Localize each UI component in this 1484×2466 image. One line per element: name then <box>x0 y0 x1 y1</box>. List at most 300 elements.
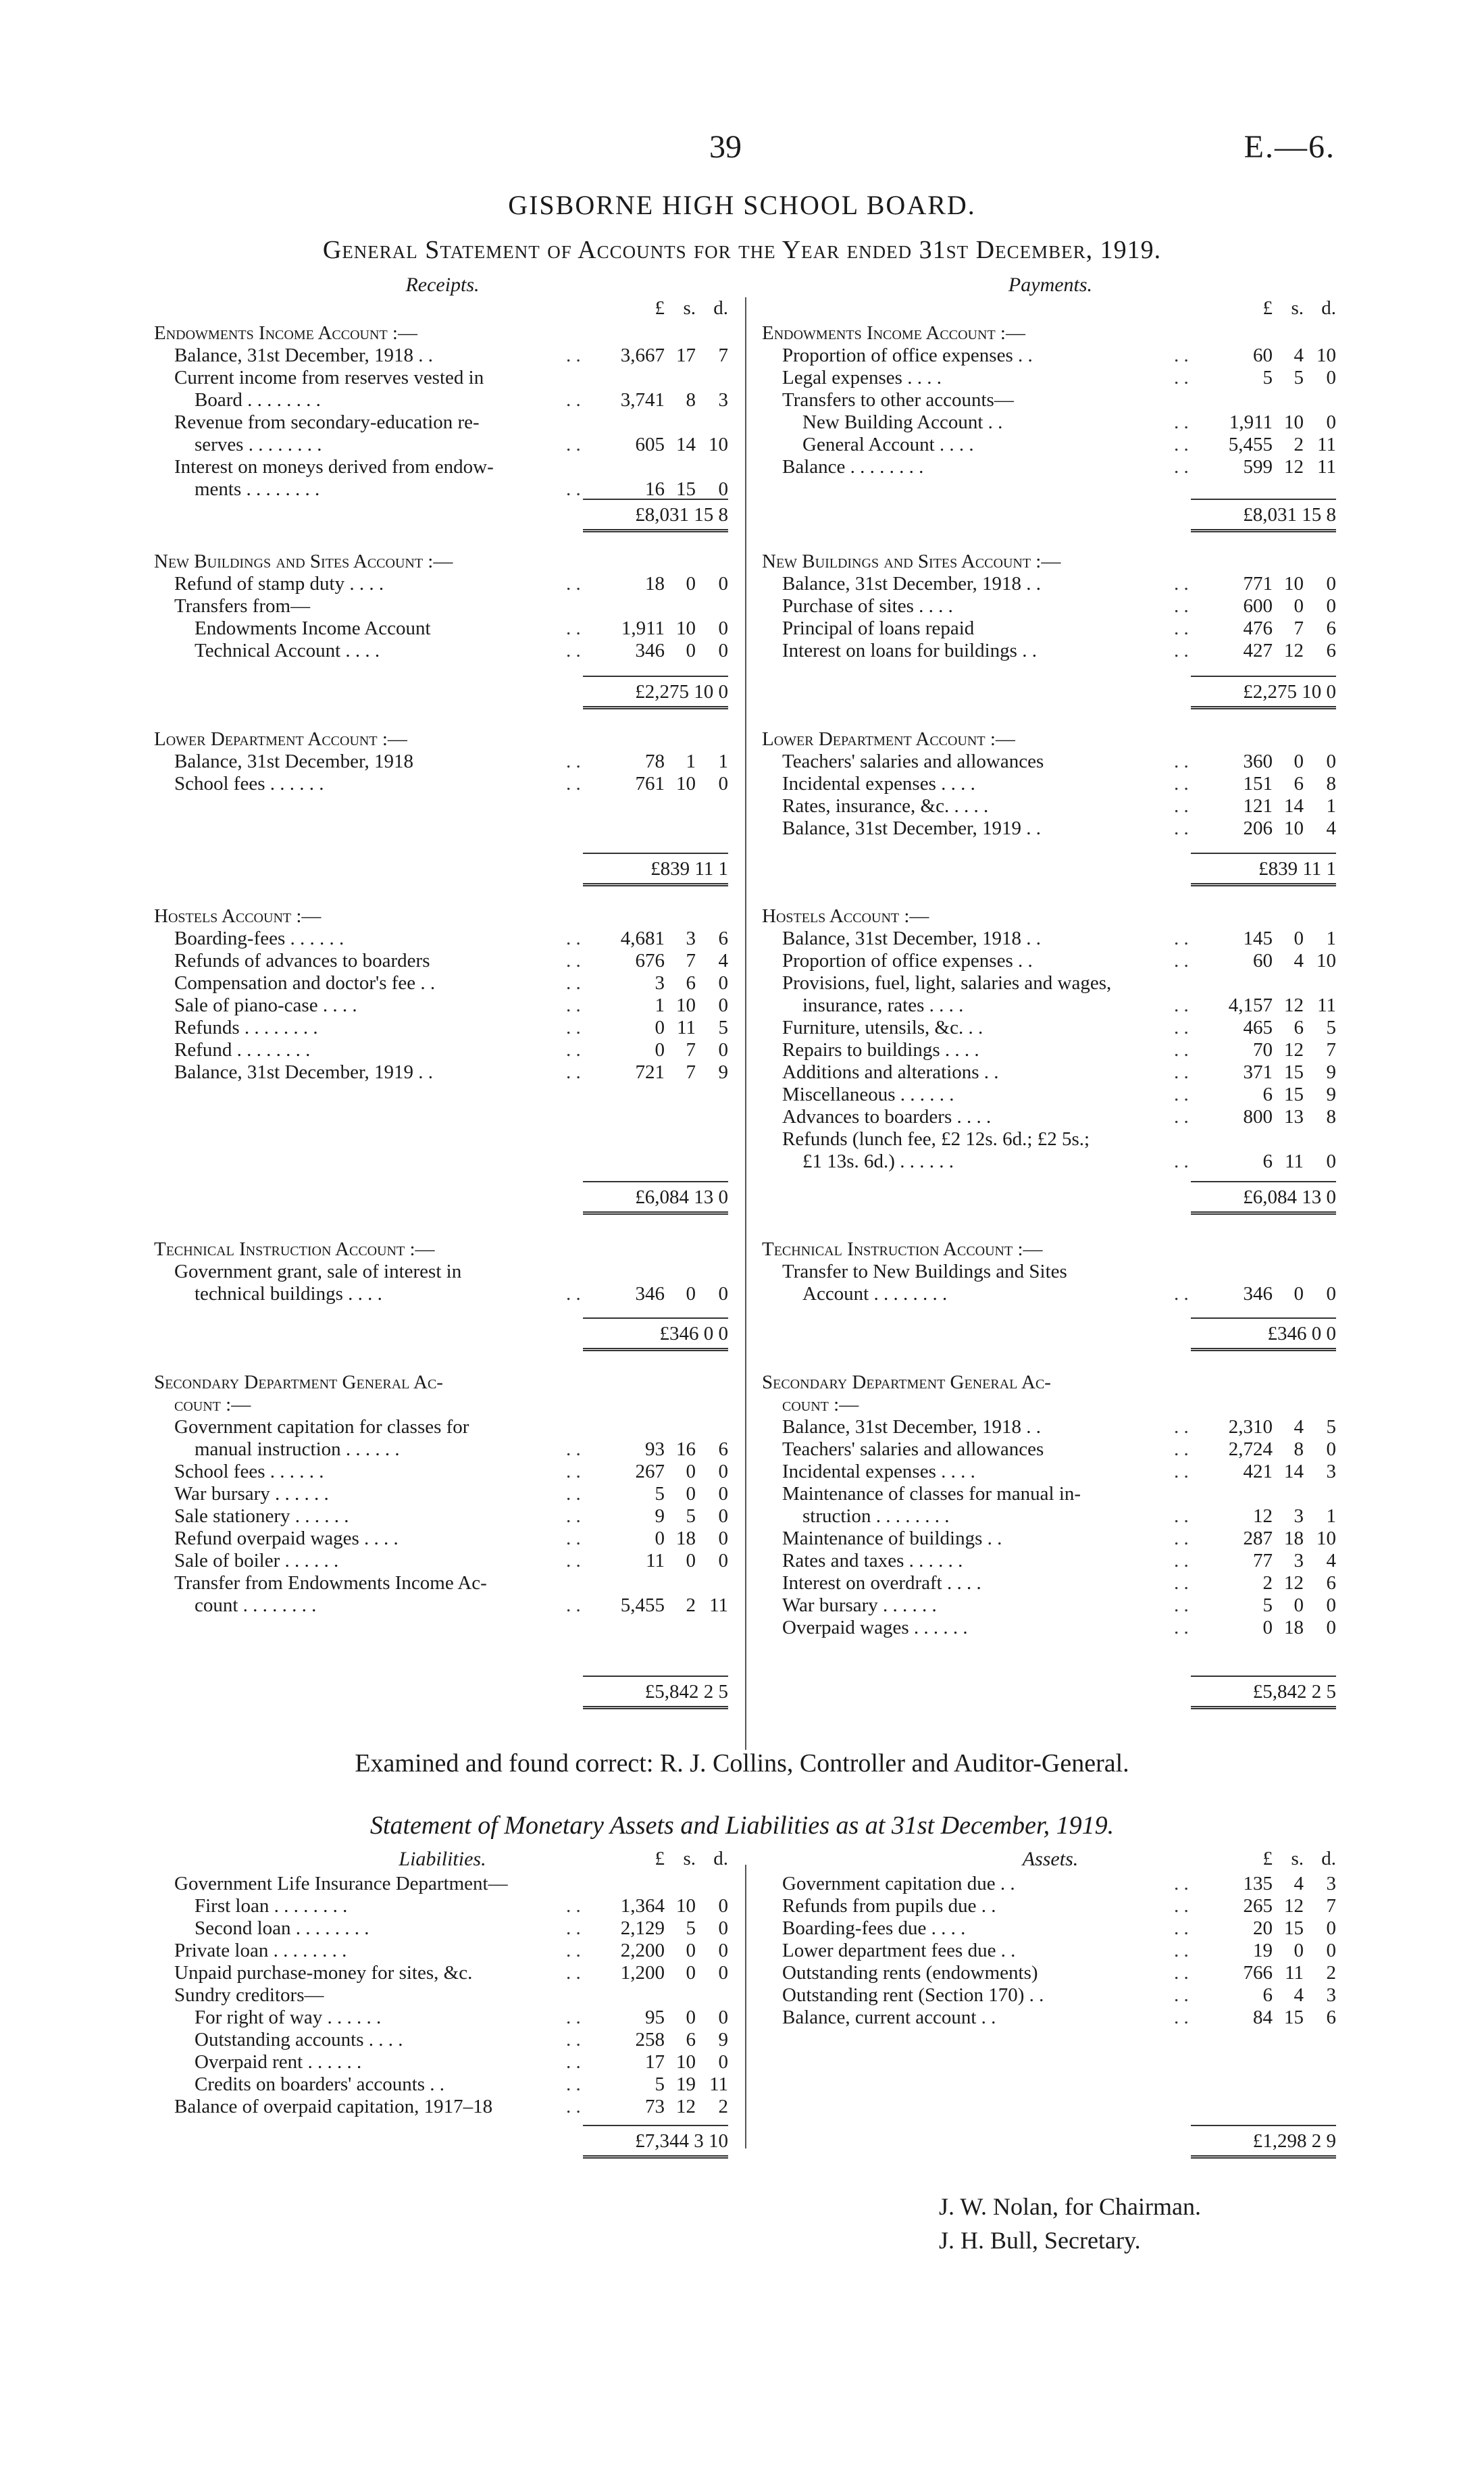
leader-dots: . . <box>566 389 581 411</box>
amount-pounds: 761 <box>635 773 665 795</box>
ledger-label: New Building Account . . <box>802 411 1003 433</box>
amount-pounds: 2 <box>1262 1572 1273 1594</box>
ledger-row <box>762 928 1336 950</box>
leader-dots: . . <box>1174 1283 1189 1305</box>
amount-pence: 5 <box>1326 1416 1336 1438</box>
ledger-amount <box>1208 1572 1336 1594</box>
amount-shillings: 10 <box>676 1895 696 1917</box>
leader-dots: . . <box>566 1039 581 1061</box>
shilling-unit: s. <box>683 1848 696 1869</box>
ledger-label: Furniture, utensils, &c. . . <box>782 1017 983 1038</box>
receipts-unit-header <box>154 297 728 320</box>
ledger-label: Government capitation for classes for <box>174 1416 469 1438</box>
ledger-label: Technical Account . . . . <box>195 640 380 661</box>
ledger-label: Refund overpaid wages . . . . <box>174 1528 399 1549</box>
ledger-row <box>154 1416 728 1438</box>
payments-hostels-section <box>762 905 1336 1173</box>
ledger-row <box>762 1984 1336 2007</box>
leader-dots: . . <box>1174 795 1189 817</box>
ledger-row <box>762 795 1336 817</box>
amount-shillings: 12 <box>1284 1572 1304 1594</box>
amount-shillings: 5 <box>686 1917 696 1939</box>
ledger-amount <box>600 773 728 795</box>
leader-dots: . . <box>1174 1061 1189 1083</box>
ledger-row <box>762 1594 1336 1617</box>
amount-shillings: 4 <box>1294 1416 1304 1438</box>
ledger-row <box>762 345 1336 367</box>
ledger-label: Lower department fees due . . <box>782 1940 1016 1961</box>
receipts-secondary-total: £5,842 2 5 <box>154 1676 728 1709</box>
statement-divider <box>745 1865 746 2148</box>
receipts-technical-section <box>154 1238 728 1305</box>
ledger-label: Teachers' salaries and allowances <box>782 751 1044 772</box>
amount-pence: 10 <box>1316 1528 1336 1549</box>
pound-unit: £ <box>655 1848 665 1869</box>
payments-secondary-section <box>762 1372 1336 1639</box>
amount-shillings: 0 <box>1294 1940 1304 1961</box>
amount-shillings: 6 <box>686 972 696 994</box>
amount-pounds: 145 <box>1243 928 1273 949</box>
leader-dots: . . <box>1174 595 1189 617</box>
amount-shillings: 4 <box>1294 950 1304 972</box>
pound-unit: £ <box>1262 1848 1273 1869</box>
amount-pence: 5 <box>1326 1017 1336 1038</box>
ledger-row <box>154 2073 728 2096</box>
ledger-label: Compensation and doctor's fee . . <box>174 972 436 994</box>
amount-pounds: 0 <box>655 1017 665 1038</box>
pence-unit: d. <box>1321 297 1336 319</box>
amount-pence: 0 <box>1326 367 1336 388</box>
account-heading: Endowments Income Account :— <box>154 322 417 344</box>
ledger-label: technical buildings . . . . <box>195 1283 382 1305</box>
ledger-amount <box>1208 1039 1336 1061</box>
account-heading: Technical Instruction Account :— <box>154 1238 435 1260</box>
amount-pounds: 605 <box>635 434 665 455</box>
amount-pence: 4 <box>718 950 728 972</box>
amount-shillings: 4 <box>1294 345 1304 366</box>
amount-pence: 10 <box>709 434 728 455</box>
amount-pounds: 78 <box>645 751 665 772</box>
amount-pounds: 17 <box>645 2051 665 2073</box>
leader-dots: . . <box>1174 345 1189 366</box>
ledger-row <box>154 1917 728 1940</box>
ledger-label: count . . . . . . . . <box>195 1594 317 1616</box>
amount-pounds: 427 <box>1243 640 1273 661</box>
pence-unit: d. <box>1321 1848 1336 1869</box>
liabilities-unit-header <box>154 1848 728 1870</box>
amount-pence: 0 <box>1326 1940 1336 1961</box>
amount-pounds: 265 <box>1243 1895 1273 1917</box>
amount-shillings: 15 <box>1284 1917 1304 1939</box>
ledger-label: School fees . . . . . . <box>174 1461 324 1482</box>
ledger-amount <box>600 2029 728 2051</box>
amount-pounds: 19 <box>1253 1940 1273 1961</box>
leader-dots: . . <box>566 1061 581 1083</box>
leader-dots: . . <box>1174 1962 1189 1984</box>
leader-dots: . . <box>1174 1084 1189 1105</box>
ledger-amount <box>1208 773 1336 795</box>
leader-dots: . . <box>1174 1940 1189 1961</box>
ledger-amount <box>1208 751 1336 773</box>
amount-pence: 1 <box>1326 928 1336 949</box>
amount-shillings: 10 <box>676 2051 696 2073</box>
ledger-row <box>154 2096 728 2118</box>
leader-dots: . . <box>566 773 581 795</box>
leader-dots: . . <box>566 1940 581 1961</box>
amount-shillings: 15 <box>1284 1061 1304 1083</box>
ledger-row <box>762 1438 1336 1461</box>
amount-shillings: 5 <box>686 1505 696 1527</box>
ledger-row <box>762 950 1336 972</box>
ledger-row <box>762 1940 1336 1962</box>
ledger-amount <box>600 995 728 1017</box>
ledger-row <box>154 1283 728 1305</box>
amount-pounds: 465 <box>1243 1017 1273 1038</box>
ledger-label: Interest on moneys derived from endow- <box>174 456 494 478</box>
ledger-amount <box>1208 1151 1336 1173</box>
ledger-amount <box>600 389 728 411</box>
ledger-row <box>762 972 1336 995</box>
amount-pence: 6 <box>718 928 728 949</box>
assets-heading: Assets. <box>1022 1848 1079 1870</box>
ledger-amount <box>600 1962 728 1984</box>
amount-shillings: 8 <box>686 389 696 411</box>
ledger-label: Transfers from— <box>174 595 311 617</box>
ledger-row <box>154 1017 728 1039</box>
leader-dots: . . <box>1174 1550 1189 1571</box>
ledger-row <box>154 1550 728 1572</box>
amount-shillings: 5 <box>1294 367 1304 388</box>
shilling-unit: s. <box>1291 1848 1304 1869</box>
amount-shillings: 12 <box>1284 456 1304 478</box>
amount-pence: 0 <box>718 1483 728 1505</box>
amount-pounds: 5,455 <box>620 1594 665 1616</box>
ledger-label: Boarding-fees due . . . . <box>782 1917 966 1939</box>
ledger-row <box>154 573 728 595</box>
receipts-endowments-total: £8,031 15 8 <box>154 499 728 532</box>
amount-pence: 7 <box>718 345 728 366</box>
ledger-row <box>154 595 728 618</box>
ledger-row <box>762 773 1336 795</box>
amount-pounds: 60 <box>1253 950 1273 972</box>
leader-dots: . . <box>1174 2007 1189 2028</box>
amount-shillings: 4 <box>1294 1984 1304 2006</box>
amount-shillings: 7 <box>686 1061 696 1083</box>
ledger-amount <box>600 1917 728 1940</box>
liabilities-heading: Liabilities. <box>399 1848 486 1870</box>
ledger-row <box>762 434 1336 456</box>
ledger-label: Principal of loans repaid <box>782 618 975 639</box>
amount-pence: 9 <box>718 1061 728 1083</box>
leader-dots: . . <box>1174 411 1189 433</box>
ledger-label: For right of way . . . . . . <box>195 2007 382 2028</box>
leader-dots: . . <box>566 950 581 972</box>
ledger-row <box>154 1940 728 1962</box>
amount-pence: 6 <box>718 1438 728 1460</box>
ledger-row <box>762 817 1336 840</box>
amount-shillings: 18 <box>1284 1528 1304 1549</box>
ledger-amount <box>1208 1416 1336 1438</box>
amount-shillings: 14 <box>1284 795 1304 817</box>
amount-shillings: 14 <box>676 434 696 455</box>
ledger-label: Outstanding accounts . . . . <box>195 2029 403 2050</box>
amount-pounds: 18 <box>645 573 665 595</box>
ledger-label: Incidental expenses . . . . <box>782 773 975 795</box>
amount-shillings: 14 <box>1284 1461 1304 1482</box>
leader-dots: . . <box>566 1283 581 1305</box>
ledger-amount <box>1208 995 1336 1017</box>
amount-shillings: 13 <box>1284 1106 1304 1128</box>
amount-shillings: 12 <box>1284 1895 1304 1917</box>
ledger-row <box>762 2007 1336 2029</box>
signature-secretary: J. H. Bull, Secretary. <box>939 2227 1141 2254</box>
amount-shillings: 10 <box>676 618 696 639</box>
account-heading-continued: count :— <box>174 1394 251 1415</box>
ledger-row <box>154 1984 728 2007</box>
ledger-label: Board . . . . . . . . <box>195 389 321 411</box>
leader-dots: . . <box>1174 995 1189 1016</box>
leader-dots: . . <box>566 1505 581 1527</box>
receipts-heading: Receipts. <box>405 274 480 296</box>
amount-pence: 2 <box>1326 1962 1336 1984</box>
ledger-label: Refund . . . . . . . . <box>174 1039 311 1061</box>
ledger-row <box>154 773 728 795</box>
ledger-amount <box>600 1550 728 1572</box>
ledger-row <box>154 950 728 972</box>
ledger-row <box>154 2007 728 2029</box>
leader-dots: . . <box>566 995 581 1016</box>
amount-pence: 0 <box>1326 1283 1336 1305</box>
amount-pounds: 360 <box>1243 751 1273 772</box>
ledger-label: School fees . . . . . . <box>174 773 324 795</box>
amount-pence: 0 <box>718 1895 728 1917</box>
receipts-lower-section <box>154 728 728 795</box>
amount-pence: 11 <box>709 1594 728 1616</box>
ledger-amount <box>600 1039 728 1061</box>
ledger-label: Private loan . . . . . . . . <box>174 1940 347 1961</box>
ledger-amount <box>1208 1283 1336 1305</box>
amount-pence: 0 <box>1326 751 1336 772</box>
ledger-row <box>762 1283 1336 1305</box>
ledger-amount <box>1208 1106 1336 1128</box>
amount-pence: 0 <box>718 573 728 595</box>
amount-pounds: 5 <box>655 1483 665 1505</box>
amount-pence: 0 <box>718 2007 728 2028</box>
amount-pence: 0 <box>718 618 728 639</box>
amount-pounds: 1,911 <box>1229 411 1273 433</box>
ledger-label: Rates, insurance, &c. . . . . <box>782 795 989 817</box>
ledger-row <box>762 1483 1336 1505</box>
amount-shillings: 0 <box>1294 928 1304 949</box>
ledger-label: Balance, current account . . <box>782 2007 996 2028</box>
ledger-label: Balance, 31st December, 1919 . . <box>174 1061 433 1083</box>
ledger-row <box>762 456 1336 478</box>
ledger-label: serves . . . . . . . . <box>195 434 322 455</box>
amount-shillings: 1 <box>686 751 696 772</box>
ledger-amount <box>1208 817 1336 840</box>
amount-shillings: 0 <box>686 1550 696 1571</box>
amount-pounds: 800 <box>1243 1106 1273 1128</box>
ledger-amount <box>600 345 728 367</box>
amount-pence: 4 <box>1326 1550 1336 1571</box>
ledger-label: struction . . . . . . . . <box>802 1505 950 1527</box>
ledger-row <box>762 1084 1336 1106</box>
pound-unit: £ <box>655 297 665 319</box>
ledger-amount <box>1208 1438 1336 1461</box>
amount-pounds: 346 <box>635 640 665 661</box>
ledger-amount <box>1208 618 1336 640</box>
account-heading: New Buildings and Sites Account :— <box>762 551 1061 572</box>
amount-shillings: 0 <box>686 1940 696 1961</box>
ledger-amount <box>600 928 728 950</box>
ledger-amount <box>1208 1594 1336 1617</box>
statement-title: Statement of Monetary Assets and Liabilities as at 31st December, 1919. <box>369 1811 1115 1840</box>
amount-pounds: 4,157 <box>1228 995 1273 1016</box>
ledger-label: Legal expenses . . . . <box>782 367 942 388</box>
amount-shillings: 8 <box>1294 1438 1304 1460</box>
leader-dots: . . <box>566 2096 581 2117</box>
leader-dots: . . <box>566 2007 581 2028</box>
ledger-row <box>762 389 1336 411</box>
leader-dots: . . <box>566 928 581 949</box>
ledger-label: Sale of piano-case . . . . <box>174 995 357 1016</box>
amount-pence: 0 <box>718 1550 728 1571</box>
amount-pence: 11 <box>1317 995 1336 1016</box>
amount-shillings: 6 <box>1294 773 1304 795</box>
amount-pence: 0 <box>718 1461 728 1482</box>
amount-pence: 0 <box>718 972 728 994</box>
ledger-row <box>154 1261 728 1283</box>
account-heading: Technical Instruction Account :— <box>762 1238 1043 1260</box>
ledger-label: Boarding-fees . . . . . . <box>174 928 344 949</box>
amount-pence: 1 <box>1326 795 1336 817</box>
amount-pounds: 2,129 <box>620 1917 665 1939</box>
leader-dots: . . <box>566 345 581 366</box>
leader-dots: . . <box>566 1438 581 1460</box>
ledger-label: ments . . . . . . . . <box>195 478 320 500</box>
ledger-row <box>762 995 1336 1017</box>
ledger-row <box>762 1962 1336 1984</box>
ledger-row <box>154 1505 728 1528</box>
ledger-amount <box>600 1061 728 1084</box>
amount-pence: 0 <box>718 995 728 1016</box>
ledger-label: Balance, 31st December, 1918 . . <box>782 928 1041 949</box>
signature-chairman: J. W. Nolan, for Chairman. <box>939 2193 1201 2220</box>
ledger-row <box>762 367 1336 389</box>
ledger-row <box>154 1438 728 1461</box>
leader-dots: . . <box>566 1895 581 1917</box>
page-number: 39 <box>709 129 742 165</box>
ledger-row <box>154 1962 728 1984</box>
ledger-row <box>762 1550 1336 1572</box>
ledger-label: Transfer from Endowments Income Ac- <box>174 1572 487 1594</box>
ledger-row <box>154 618 728 640</box>
ledger-label: Refund of stamp duty . . . . <box>174 573 384 595</box>
account-heading: New Buildings and Sites Account :— <box>154 551 453 572</box>
payments-secondary-total: £5,842 2 5 <box>762 1676 1336 1709</box>
leader-dots: . . <box>1174 640 1189 661</box>
ledger-row <box>762 1917 1336 1940</box>
amount-pence: 8 <box>1326 1106 1336 1128</box>
ledger-amount <box>600 1461 728 1483</box>
ledger-label: Outstanding rent (Section 170) . . <box>782 1984 1044 2006</box>
amount-shillings: 17 <box>676 345 696 366</box>
ledger-amount <box>1208 1084 1336 1106</box>
ledger-amount <box>600 1438 728 1461</box>
amount-shillings: 0 <box>686 1461 696 1482</box>
amount-shillings: 0 <box>1294 1594 1304 1616</box>
amount-pounds: 206 <box>1243 817 1273 839</box>
account-heading: Lower Department Account :— <box>154 728 407 750</box>
ledger-amount <box>600 640 728 662</box>
amount-pence: 11 <box>1317 456 1336 478</box>
amount-shillings: 0 <box>1294 595 1304 617</box>
leader-dots: . . <box>566 573 581 595</box>
ledger-row <box>762 640 1336 662</box>
ledger-amount <box>600 972 728 995</box>
amount-pounds: 5,455 <box>1228 434 1273 455</box>
document-reference: E.—6. <box>1244 129 1335 165</box>
ledger-label: Revenue from secondary-education re- <box>174 411 480 433</box>
ledger-label: Balance, 31st December, 1918 <box>174 751 413 772</box>
amount-pounds: 0 <box>655 1039 665 1061</box>
amount-pounds: 346 <box>1243 1283 1273 1305</box>
ledger-label: Proportion of office expenses . . <box>782 950 1033 972</box>
receipts-technical-total: £346 0 0 <box>154 1317 728 1351</box>
ledger-label: Credits on boarders' accounts . . <box>195 2073 445 2095</box>
amount-shillings: 15 <box>676 478 696 500</box>
receipts-buildings-section <box>154 551 728 662</box>
ledger-row <box>154 1572 728 1594</box>
ledger-amount <box>1208 640 1336 662</box>
amount-shillings: 2 <box>686 1594 696 1616</box>
amount-pounds: 0 <box>1262 1617 1273 1638</box>
amount-pence: 11 <box>1317 434 1336 455</box>
ledger-amount <box>600 1895 728 1917</box>
ledger-label: Current income from reserves vested in <box>174 367 484 388</box>
amount-shillings: 10 <box>1284 411 1304 433</box>
ledger-label: Sale of boiler . . . . . . <box>174 1550 339 1571</box>
ledger-label: Government capitation due . . <box>782 1873 1015 1894</box>
ledger-row <box>762 1151 1336 1173</box>
amount-pounds: 5 <box>655 2073 665 2095</box>
ledger-label: Teachers' salaries and allowances <box>782 1438 1044 1460</box>
amount-shillings: 3 <box>1294 1505 1304 1527</box>
leader-dots: . . <box>1174 456 1189 478</box>
amount-pence: 0 <box>718 1283 728 1305</box>
receipts-secondary-section <box>154 1372 728 1617</box>
amount-pence: 2 <box>718 2096 728 2117</box>
amount-shillings: 15 <box>1284 2007 1304 2028</box>
ledger-amount <box>600 2007 728 2029</box>
ledger-amount <box>1208 1617 1336 1639</box>
amount-pence: 0 <box>718 1528 728 1549</box>
amount-pence: 0 <box>718 1505 728 1527</box>
amount-pounds: 1,911 <box>621 618 665 639</box>
ledger-label: Endowments Income Account <box>195 618 431 639</box>
amount-shillings: 6 <box>686 2029 696 2050</box>
amount-pounds: 121 <box>1243 795 1273 817</box>
amount-pence: 1 <box>718 751 728 772</box>
amount-shillings: 0 <box>686 1483 696 1505</box>
liabilities-total: £7,344 3 10 <box>154 2125 728 2159</box>
amount-pounds: 0 <box>655 1528 665 1549</box>
leader-dots: . . <box>566 434 581 455</box>
amount-pounds: 77 <box>1253 1550 1273 1571</box>
pence-unit: d. <box>713 1848 728 1869</box>
amount-pounds: 60 <box>1253 345 1273 366</box>
ledger-amount <box>1208 1962 1336 1984</box>
